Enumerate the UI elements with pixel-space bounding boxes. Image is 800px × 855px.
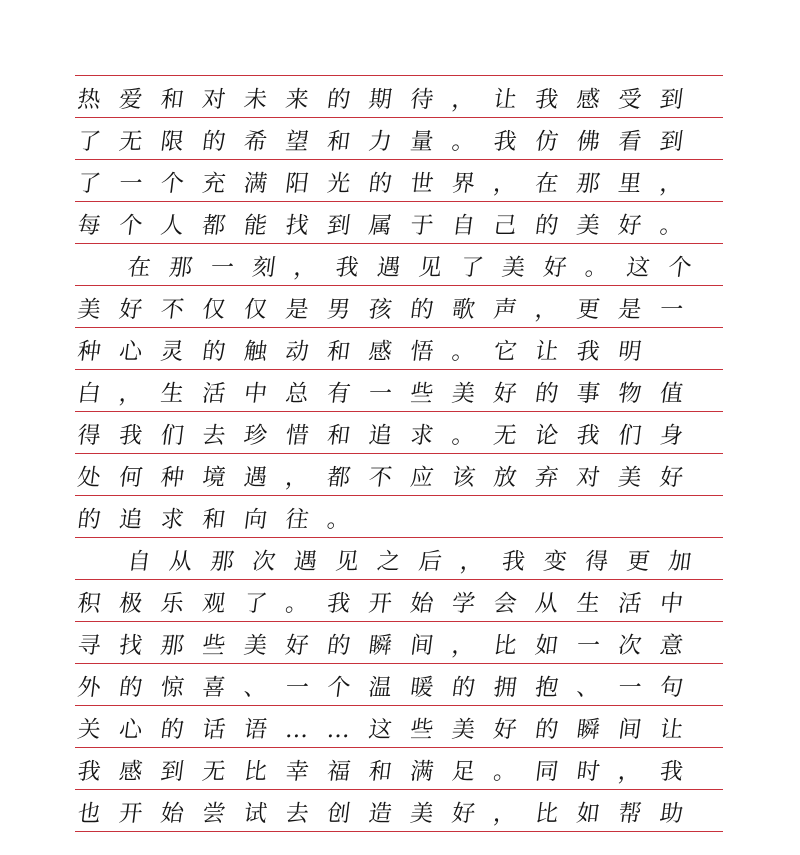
text-line: 热爱和对未来的期待，让我感受到 (75, 87, 704, 113)
text-line: 寻找那些美好的瞬间，比如一次意 (75, 633, 704, 659)
text-line: 种心灵的触动和感悟。它让我明 (75, 339, 662, 365)
text-line: 了一个充满阳光的世界，在那里， (75, 171, 704, 197)
text-line: 也开始尝试去创造美好，比如帮助 (75, 801, 704, 827)
text-line: 了无限的希望和力量。我仿佛看到 (75, 129, 704, 155)
rule-line (75, 75, 723, 76)
text-line: 外的惊喜、一个温暖的拥抱、一句 (75, 675, 704, 701)
paragraph-start-line: 自从那次遇见之后，我变得更加 (125, 549, 712, 575)
text-line: 白，生活中总有一些美好的事物值 (75, 381, 704, 407)
text-line: 的追求和向往。 (75, 507, 371, 533)
text-line: 我感到无比幸福和满足。同时，我 (75, 759, 704, 785)
text-line: 美好不仅仅是男孩的歌声，更是一 (75, 297, 704, 323)
text-line: 每个人都能找到属于自己的美好。 (75, 213, 704, 239)
text-line: 关心的话语……这些美好的瞬间让 (75, 717, 704, 743)
text-line: 处何种境遇，都不应该放弃对美好 (75, 465, 704, 491)
paragraph-start-line: 在那一刻，我遇见了美好。这个 (125, 255, 712, 281)
text-line: 得我们去珍惜和追求。无论我们身 (75, 423, 704, 449)
text-line: 积极乐观了。我开始学会从生活中 (75, 591, 704, 617)
